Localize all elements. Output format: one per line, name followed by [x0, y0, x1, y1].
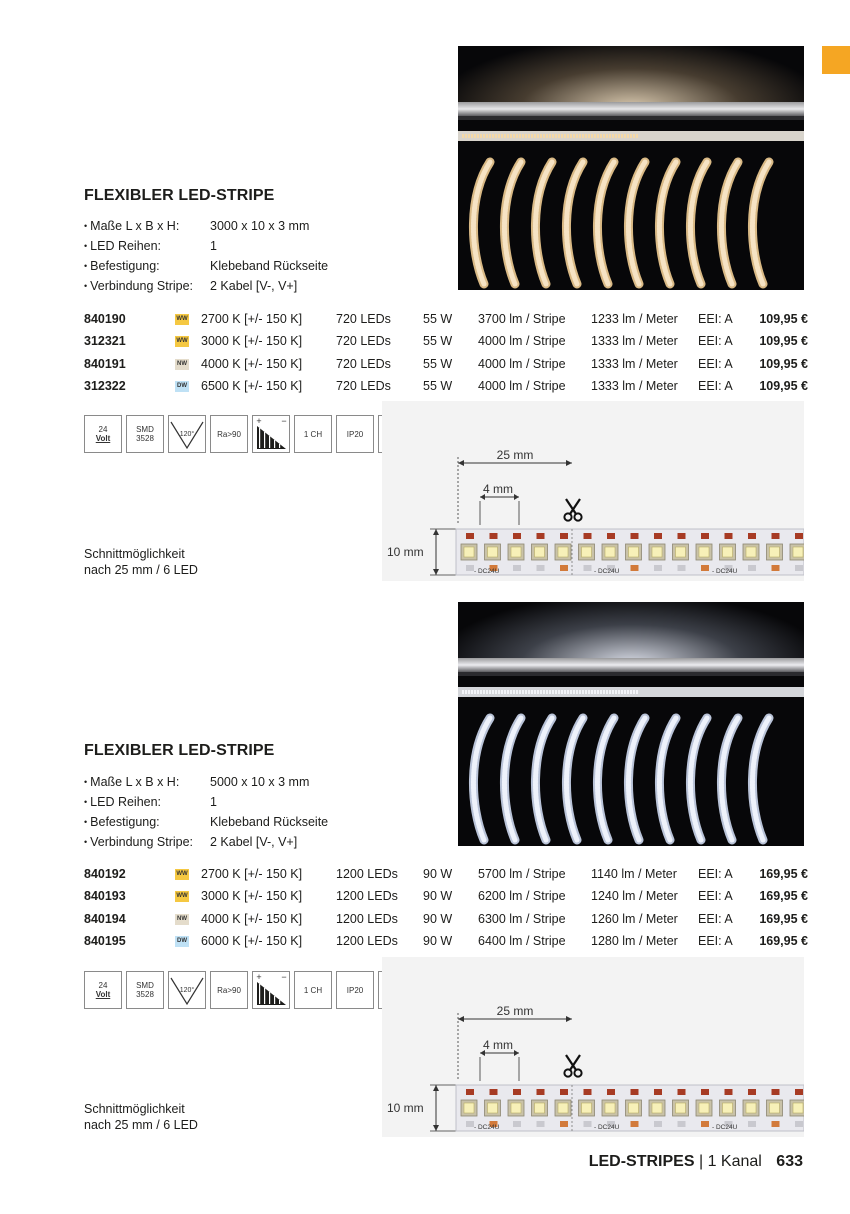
resistor	[490, 1089, 498, 1095]
resistor	[725, 1089, 733, 1095]
led-pitch-label: 4 mm	[483, 482, 513, 496]
color-temperature: 4000 K [+/- 150 K]	[201, 356, 303, 371]
resistor	[466, 533, 474, 539]
variant-table	[84, 308, 808, 397]
resistor	[678, 533, 686, 539]
price: 109,95 €	[759, 312, 808, 326]
lumen-per-stripe: 5700 lm / Stripe	[478, 867, 566, 881]
resistor	[795, 533, 803, 539]
resistor	[701, 533, 709, 539]
lumen-per-meter: 1233 lm / Meter	[591, 312, 678, 326]
resistor	[678, 1089, 686, 1095]
spec-row-led-rows	[84, 792, 328, 812]
cut-caption-line: Schnittmöglichkeit	[84, 1102, 185, 1116]
ip-rating-icon	[336, 415, 374, 453]
beam-angle-icon	[168, 971, 206, 1009]
power: 55 W	[423, 312, 453, 326]
product-title: FLEXIBLER LED-STRIPE	[84, 187, 275, 204]
color-temperature: 2700 K [+/- 150 K]	[201, 312, 303, 326]
smd-label: SMD	[136, 425, 154, 434]
dimmer-minus: −	[281, 972, 287, 982]
strip-width-label: 10 mm	[387, 545, 424, 559]
energy-class: EEI: A	[698, 889, 733, 904]
color-temperature: 4000 K [+/- 150 K]	[201, 911, 303, 926]
footer-separator: |	[698, 1153, 704, 1170]
color-temperature: 6000 K [+/- 150 K]	[201, 933, 303, 948]
photo-led-strip	[458, 128, 804, 144]
lumen-per-stripe: 6400 lm / Stripe	[478, 933, 566, 948]
variant-row	[84, 930, 808, 952]
product-photo	[458, 46, 804, 290]
voltage-icon-text	[96, 981, 111, 999]
beam-angle-label: 120°	[179, 431, 195, 438]
resistor	[607, 533, 615, 539]
voltage-icon	[84, 415, 122, 453]
smd-icon-text	[136, 981, 154, 999]
energy-class: EEI: A	[698, 356, 733, 371]
article-number: 312321	[84, 334, 126, 349]
photo-aluminium-rail	[458, 654, 804, 680]
lumen-per-stripe: 4000 lm / Stripe	[478, 334, 566, 349]
price: 109,95 €	[759, 334, 808, 349]
energy-class: EEI: A	[698, 378, 733, 393]
photo-aluminium-rail	[458, 98, 804, 124]
spec-value: 1	[210, 795, 217, 809]
spec-value: 2 Kabel [V-, V+]	[210, 835, 298, 849]
spec-value: Klebeband Rückseite	[210, 259, 329, 273]
dimmable-icon	[252, 971, 290, 1009]
article-number: 840190	[84, 312, 126, 326]
pcb-label: - DC24U	[594, 568, 620, 575]
cut-diagram	[382, 401, 804, 581]
energy-class: EEI: A	[698, 933, 733, 948]
energy-class: EEI: A	[698, 334, 733, 349]
smd-label: SMD	[136, 981, 154, 990]
resistor	[725, 533, 733, 539]
dimmable-icon	[252, 415, 290, 453]
resistor	[584, 1089, 592, 1095]
power: 90 W	[423, 911, 453, 926]
resistor	[654, 533, 662, 539]
cut-diagram-drawing	[382, 957, 804, 1137]
product-photo	[458, 602, 804, 846]
led-count: 1200 LEDs	[336, 889, 398, 904]
cut-diagram-drawing	[382, 401, 804, 581]
article-number: 312322	[84, 378, 126, 393]
spec-label: • Maße L x B x H:	[84, 216, 210, 236]
cri-label: Ra>90	[217, 985, 241, 995]
resistor	[607, 1089, 615, 1095]
power: 90 W	[423, 867, 453, 881]
photo-led-strip	[458, 684, 804, 700]
dimmer-minus: −	[281, 416, 287, 426]
led-count: 1200 LEDs	[336, 867, 398, 881]
color-badge: WW	[175, 869, 189, 880]
cut-caption	[84, 546, 198, 578]
resistor	[654, 1089, 662, 1095]
photo-coiled-strip	[458, 156, 804, 290]
smd-icon	[126, 971, 164, 1009]
cri-icon	[210, 415, 248, 453]
price: 169,95 €	[759, 889, 808, 904]
lumen-per-meter: 1333 lm / Meter	[591, 356, 678, 371]
lumen-per-stripe: 6200 lm / Stripe	[478, 889, 566, 904]
pcb-label: - DC24U	[712, 1124, 738, 1131]
cut-length-label: 25 mm	[496, 1004, 534, 1018]
dimmable-graphic	[253, 972, 289, 1008]
led-count: 720 LEDs	[336, 334, 391, 349]
cut-diagram	[382, 957, 804, 1137]
power: 90 W	[423, 889, 453, 904]
cut-caption-line: nach 25 mm / 6 LED	[84, 563, 198, 577]
ip-rating-icon	[336, 971, 374, 1009]
voltage-icon	[84, 971, 122, 1009]
variant-row	[84, 375, 808, 397]
color-badge: NW	[175, 914, 189, 925]
variant-row	[84, 885, 808, 907]
article-number: 840191	[84, 356, 126, 371]
spec-row-led-rows	[84, 236, 328, 256]
lumen-per-stripe: 3700 lm / Stripe	[478, 312, 566, 326]
pcb-label: - DC24U	[474, 568, 500, 575]
beam-angle-graphic	[169, 972, 205, 1008]
price: 169,95 €	[759, 911, 808, 926]
page-tab-marker	[822, 46, 850, 74]
price: 109,95 €	[759, 356, 808, 371]
dimmer-plus: +	[256, 972, 262, 982]
variant-row	[84, 908, 808, 930]
smd-icon-text	[136, 425, 154, 443]
price: 169,95 €	[759, 933, 808, 948]
price: 109,95 €	[759, 378, 808, 393]
beam-angle-graphic	[169, 416, 205, 452]
spec-value: 1	[210, 239, 217, 253]
cut-length-label: 25 mm	[496, 448, 534, 462]
article-number: 840195	[84, 933, 126, 948]
page-footer	[589, 1153, 803, 1171]
lumen-per-meter: 1333 lm / Meter	[591, 378, 678, 393]
lumen-per-meter: 1140 lm / Meter	[591, 867, 677, 881]
footer-section: LED-STRIPES	[588, 1153, 695, 1170]
dimmer-plus: +	[256, 416, 262, 426]
footer-channel: 1 Kanal	[707, 1153, 762, 1170]
energy-class: EEI: A	[698, 312, 733, 326]
power: 55 W	[423, 356, 453, 371]
resistor	[772, 533, 780, 539]
scissors-icon	[564, 1055, 581, 1077]
ip-label: IP20	[346, 429, 364, 439]
color-badge: DW	[175, 381, 189, 392]
spec-value: Klebeband Rückseite	[210, 815, 329, 829]
spec-row-dimensions	[84, 772, 328, 792]
spec-row-connection	[84, 832, 328, 852]
led-count: 1200 LEDs	[336, 911, 398, 926]
spec-label: • LED Reihen:	[84, 236, 210, 256]
power: 55 W	[423, 334, 453, 349]
smd-icon	[126, 415, 164, 453]
strip-width-label: 10 mm	[387, 1101, 424, 1115]
beam-angle-icon	[168, 415, 206, 453]
spec-label: • Verbindung Stripe:	[84, 276, 210, 296]
dimmable-wedge	[257, 426, 286, 449]
lumen-per-meter: 1280 lm / Meter	[591, 933, 678, 948]
channel-label: 1 CH	[303, 429, 323, 439]
dimmable-graphic	[253, 416, 289, 452]
resistor	[772, 1089, 780, 1095]
resistor	[748, 533, 756, 539]
color-temperature: 6500 K [+/- 150 K]	[201, 378, 303, 393]
pcb-label: - DC24U	[474, 1124, 500, 1131]
beam-angle-label: 120°	[179, 987, 195, 994]
resistor	[537, 1089, 545, 1095]
dimmable-wedge	[257, 982, 286, 1005]
ip-label: IP20	[346, 985, 364, 995]
resistor	[490, 533, 498, 539]
cut-caption-line: nach 25 mm / 6 LED	[84, 1118, 198, 1132]
resistor	[537, 533, 545, 539]
spec-label: • Maße L x B x H:	[84, 772, 210, 792]
photo-coiled-strip	[458, 712, 804, 846]
color-badge: WW	[175, 336, 189, 347]
voltage-icon-text	[96, 425, 111, 443]
lumen-per-meter: 1333 lm / Meter	[591, 334, 678, 349]
color-badge: WW	[175, 891, 189, 902]
led-pitch-label: 4 mm	[483, 1038, 513, 1052]
resistor	[795, 1089, 803, 1095]
cri-icon	[210, 971, 248, 1009]
resistor	[466, 1089, 474, 1095]
spec-value: 3000 x 10 x 3 mm	[210, 219, 310, 233]
led-count: 1200 LEDs	[336, 933, 398, 948]
cut-caption-line: Schnittmöglichkeit	[84, 547, 185, 561]
spec-label: • Befestigung:	[84, 256, 210, 276]
pcb-label: - DC24U	[594, 1124, 620, 1131]
article-number: 840194	[84, 911, 126, 926]
channel-icon	[294, 971, 332, 1009]
resistor	[513, 533, 521, 539]
resistor	[560, 533, 568, 539]
power: 90 W	[423, 933, 453, 948]
color-temperature: 3000 K [+/- 150 K]	[201, 889, 303, 904]
lumen-per-stripe: 6300 lm / Stripe	[478, 911, 566, 926]
lumen-per-meter: 1240 lm / Meter	[591, 889, 678, 904]
variant-row	[84, 863, 808, 885]
led-count: 720 LEDs	[336, 378, 391, 393]
spec-label: • LED Reihen:	[84, 792, 210, 812]
resistor	[631, 533, 639, 539]
article-number: 840192	[84, 867, 126, 881]
variant-row	[84, 353, 808, 375]
spec-row-mounting	[84, 256, 328, 276]
spec-label: • Verbindung Stripe:	[84, 832, 210, 852]
resistor	[701, 1089, 709, 1095]
lumen-per-stripe: 4000 lm / Stripe	[478, 378, 566, 393]
color-temperature: 2700 K [+/- 150 K]	[201, 867, 303, 881]
resistor	[513, 1089, 521, 1095]
spec-row-dimensions	[84, 216, 328, 236]
energy-class: EEI: A	[698, 911, 733, 926]
voltage-unit: Volt	[95, 990, 111, 999]
smd-type: 3528	[136, 990, 154, 999]
spec-list	[84, 772, 328, 852]
resistor	[631, 1089, 639, 1095]
smd-type: 3528	[136, 434, 154, 443]
variant-row	[84, 308, 808, 330]
channel-label: 1 CH	[303, 985, 323, 995]
led-count: 720 LEDs	[336, 356, 391, 371]
lumen-per-meter: 1260 lm / Meter	[591, 911, 678, 926]
spec-value: 5000 x 10 x 3 mm	[210, 775, 310, 789]
color-temperature: 3000 K [+/- 150 K]	[201, 334, 303, 349]
voltage-unit: Volt	[95, 434, 111, 443]
color-badge: NW	[175, 359, 189, 370]
resistor	[560, 1089, 568, 1095]
resistor	[584, 533, 592, 539]
spec-label: • Befestigung:	[84, 812, 210, 832]
cut-caption	[84, 1101, 198, 1133]
channel-icon	[294, 415, 332, 453]
spec-row-mounting	[84, 812, 328, 832]
variant-table	[84, 863, 808, 952]
page-number: 633	[776, 1153, 803, 1170]
lumen-per-stripe: 4000 lm / Stripe	[478, 356, 566, 371]
pcb-label: - DC24U	[712, 568, 738, 575]
spec-value: 2 Kabel [V-, V+]	[210, 279, 298, 293]
energy-class: EEI: A	[698, 867, 733, 881]
color-badge: WW	[175, 314, 189, 325]
scissors-icon	[564, 499, 581, 521]
voltage-value: 24	[98, 425, 108, 434]
price: 169,95 €	[759, 867, 808, 881]
led-count: 720 LEDs	[336, 312, 391, 326]
resistor	[748, 1089, 756, 1095]
power: 55 W	[423, 378, 453, 393]
article-number: 840193	[84, 889, 126, 904]
variant-row	[84, 330, 808, 352]
product-title: FLEXIBLER LED-STRIPE	[84, 742, 275, 759]
spec-list	[84, 216, 328, 296]
color-badge: DW	[175, 936, 189, 947]
voltage-value: 24	[98, 981, 108, 990]
cri-label: Ra>90	[217, 429, 241, 439]
spec-row-connection	[84, 276, 328, 296]
